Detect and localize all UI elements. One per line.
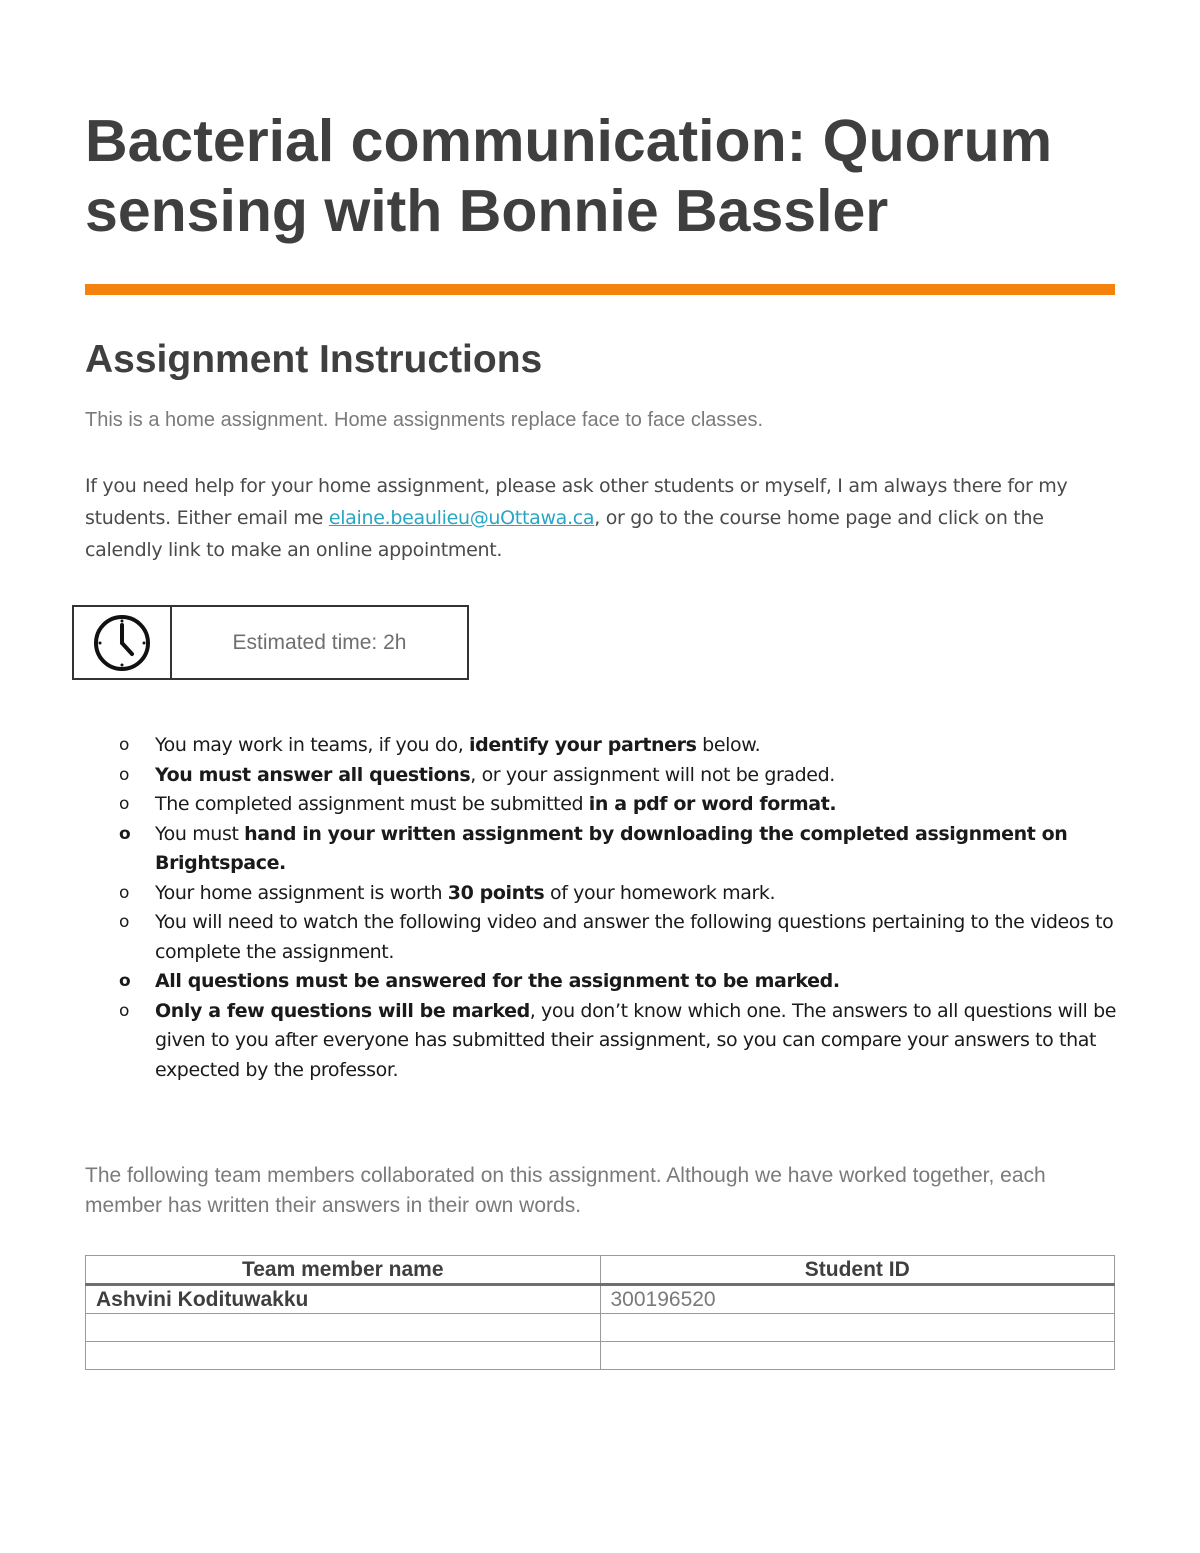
bullet-marker-icon: o — [119, 823, 131, 844]
team-members-table — [85, 1255, 1115, 1370]
clock-icon — [92, 613, 152, 673]
email-link[interactable]: elaine.beaulieu@uOttawa.ca — [328, 507, 595, 529]
title-divider — [85, 284, 1115, 295]
list-item: o You will need to watch the following video and answer the following questions pertaining to the videos to complete the assignment. — [110, 908, 1120, 967]
team-member-name-cell[interactable]: Ashvini Kodituwakku — [86, 1285, 601, 1314]
bullet-marker-icon: o — [119, 794, 130, 814]
student-id-cell[interactable] — [600, 1314, 1115, 1342]
clock-icon-cell — [74, 607, 172, 678]
document-title: Bacterial communication: Quorum sensing with Bonnie Bassler — [85, 108, 1053, 244]
intro-text: This is a home assignment. Home assignments replace face to face classes. — [85, 409, 764, 431]
list-item: o Only a few questions will be marked, you don’t know which one. The answers to all questions will be given to you after everyone has submitted their assignment, so you can compare your answers to that expected by the professor. — [110, 997, 1120, 1086]
student-id-cell[interactable] — [600, 1342, 1115, 1370]
team-member-name-cell[interactable] — [86, 1314, 601, 1342]
column-header-name: Team member name — [86, 1256, 601, 1285]
list-item: o You must hand in your written assignment by downloading the completed assignment on Brightspace. — [110, 820, 1120, 879]
estimated-time-box — [72, 605, 469, 680]
table-row — [86, 1342, 1115, 1370]
bullet-marker-icon: o — [119, 1000, 130, 1021]
list-item: o Your home assignment is worth 30 points of your homework mark. — [110, 879, 1120, 909]
student-id-cell[interactable]: 300196520 — [600, 1285, 1115, 1314]
list-item: o You must answer all questions, or your assignment will not be graded. — [110, 761, 1120, 791]
list-item: o All questions must be answered for the assignment to be marked. — [110, 967, 1120, 997]
table-header-row — [86, 1256, 1115, 1285]
instruction-list — [110, 731, 1120, 1085]
collaboration-note: The following team members collaborated on this assignment. Although we have worked together, each member has written their answers in their own words. — [85, 1164, 1046, 1217]
list-item: o You may work in teams, if you do, identify your partners below. — [110, 731, 1120, 761]
bullet-marker-icon: o — [119, 764, 130, 785]
section-heading: Assignment Instructions — [85, 338, 543, 381]
help-text-after: , or go to the course home page and click on the calendly link to make an online appointment. — [85, 507, 1044, 561]
bullet-marker-icon: o — [119, 882, 130, 903]
help-text-before: If you need help for your home assignment, please ask other students or myself, I am always there for my students. Either email me — [85, 475, 1068, 529]
table-row — [86, 1314, 1115, 1342]
team-member-name-cell[interactable] — [86, 1342, 601, 1370]
table-row — [86, 1285, 1115, 1314]
bullet-marker-icon: o — [119, 971, 131, 991]
bullet-marker-icon: o — [119, 912, 130, 932]
column-header-student-id: Student ID — [600, 1256, 1115, 1285]
bullet-marker-icon: o — [119, 735, 130, 755]
estimated-time-text: Estimated time: 2h — [232, 630, 407, 654]
help-paragraph — [85, 470, 1125, 566]
list-item: o The completed assignment must be submitted in a pdf or word format. — [110, 790, 1120, 820]
